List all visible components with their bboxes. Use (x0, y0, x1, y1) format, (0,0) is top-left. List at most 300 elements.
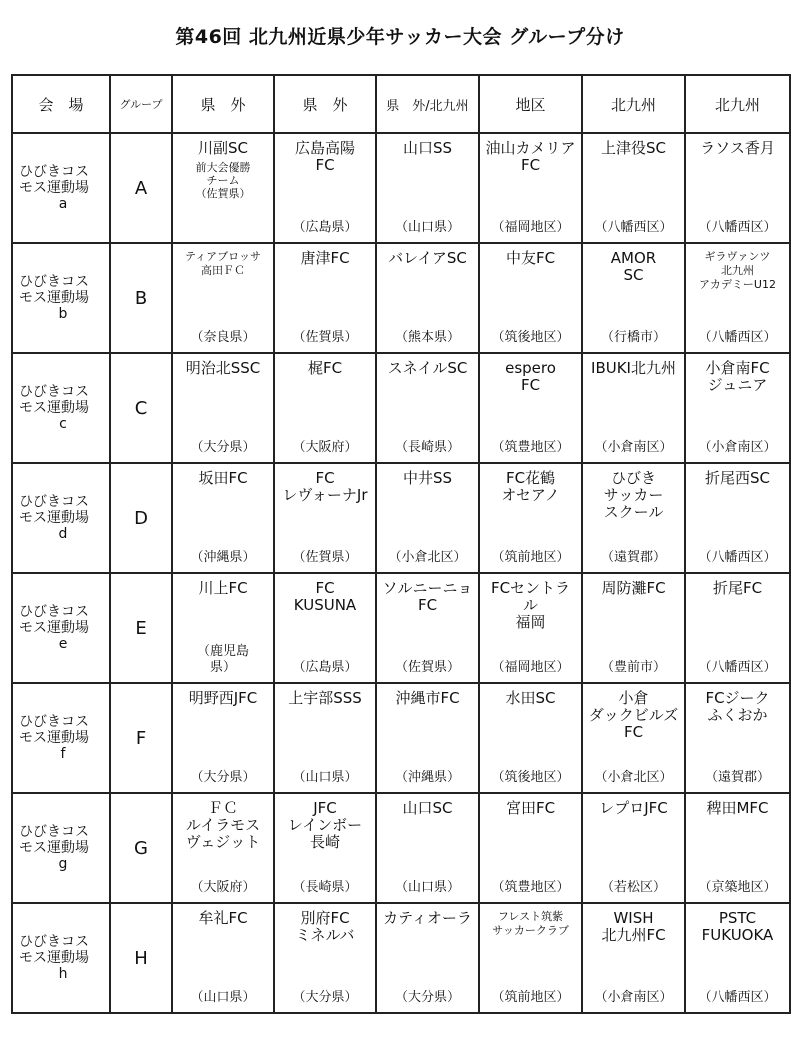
team-cell-content (688, 250, 787, 346)
team-region (491, 990, 569, 1006)
team-cell (582, 133, 685, 243)
team-region-line: （行橋市） (600, 330, 666, 345)
team-name (294, 580, 356, 614)
venue-cell (12, 463, 110, 573)
team-name-line: フレスト筑紫 (497, 910, 564, 923)
team-cell-content (175, 470, 271, 566)
team-cell-content (688, 470, 787, 566)
team-name-line: FC花鶴 (505, 469, 556, 487)
team-name-line: 小倉 (618, 689, 649, 707)
team-cell (479, 353, 582, 463)
team-name-line: レヴォーナJr (282, 486, 368, 504)
team-cell (685, 353, 790, 463)
team-cell (274, 573, 376, 683)
team-cell (685, 683, 790, 793)
team-region-line: （小倉北区） (594, 770, 673, 785)
team-name-line: 唐津FC (300, 249, 350, 267)
team-name-line: 川副SC (198, 139, 248, 157)
team-region-line: （山口県） (394, 880, 460, 895)
team-region-line: （佐賀県） (292, 330, 358, 345)
team-name-line: サッカークラブ (492, 924, 569, 937)
team-name-line: 広島高陽 (294, 139, 355, 157)
group-row (12, 243, 790, 353)
team-cell-content (379, 250, 476, 346)
team-region (491, 220, 569, 236)
group-letter: H (110, 903, 172, 1013)
team-block (505, 360, 556, 394)
team-cell-content (277, 580, 373, 676)
team-block (705, 360, 769, 394)
team-block (506, 800, 555, 817)
team-cell-content (482, 580, 579, 676)
team-cell-content (688, 910, 787, 1006)
team-cell-content (175, 800, 271, 896)
team-cell-content (482, 360, 579, 456)
venue-line: モス運動場 (19, 950, 89, 966)
team-cell-content (482, 910, 579, 1006)
team-name (702, 910, 774, 944)
venue-line: c (59, 416, 67, 432)
team-block (702, 910, 774, 944)
team-region-line: （筑前地区） (491, 990, 570, 1005)
team-region-line: （豊前市） (600, 660, 666, 675)
team-cell (479, 573, 582, 683)
team-name (395, 690, 459, 707)
team-region (594, 770, 672, 786)
team-region-line: （八幡西区） (594, 220, 673, 235)
header-outside-kitakyushu: 県 外/北九州 (376, 75, 479, 133)
team-block (198, 470, 247, 487)
team-name-line: ラソス香月 (700, 139, 775, 157)
team-region (395, 770, 460, 786)
team-region (491, 550, 569, 566)
team-region-line: （沖縄県） (190, 550, 256, 565)
team-cell-content (277, 910, 373, 1006)
team-name-line: 小倉南FC (705, 359, 770, 377)
team-name-line: 油山カメリア (485, 139, 576, 157)
team-region (698, 990, 776, 1006)
team-cell-content (482, 690, 579, 786)
team-cell-content (482, 140, 579, 236)
team-region (388, 550, 466, 566)
venue-line: ひびきコス (19, 604, 89, 620)
team-name-line: 山口SC (402, 799, 453, 817)
team-region-line: （筑豊地区） (491, 880, 570, 895)
team-region (698, 330, 776, 346)
team-name (599, 800, 668, 817)
team-name-line: ルイラモス (185, 816, 261, 834)
team-block (186, 360, 261, 377)
team-region (190, 880, 255, 896)
team-name (706, 800, 768, 817)
team-region-line: （福岡地区） (491, 660, 570, 675)
team-region (395, 330, 460, 346)
team-cell-content (277, 250, 373, 346)
team-name (383, 910, 472, 927)
team-region (491, 330, 569, 346)
team-name-line: 稗田MFC (706, 799, 769, 817)
team-block (395, 690, 459, 707)
team-region (292, 990, 357, 1006)
team-region-line: （大阪府） (292, 440, 358, 455)
team-cell (172, 133, 274, 243)
team-cell (172, 463, 274, 573)
team-region-line: （沖縄県） (394, 770, 460, 785)
venue-line: g (58, 856, 68, 872)
venue-line: ひびきコス (19, 274, 89, 290)
team-cell-content (277, 800, 373, 896)
team-block (185, 250, 261, 278)
team-cell-content (482, 250, 579, 346)
team-region (395, 990, 460, 1006)
venue-line: ひびきコス (19, 384, 89, 400)
header-outside-2: 県 外 (274, 75, 376, 133)
team-name (506, 690, 556, 707)
venue-cell (12, 243, 110, 353)
team-cell-content (379, 470, 476, 566)
team-cell (479, 683, 582, 793)
team-name-line: 中友FC (505, 249, 556, 267)
team-name-line: 水田SC (505, 689, 556, 707)
team-name-line: レプロJFC (599, 799, 668, 817)
team-block (506, 250, 555, 267)
team-region (395, 880, 460, 896)
team-block (186, 800, 260, 851)
team-cell-content (379, 690, 476, 786)
team-region-line: （筑豊地区） (491, 440, 570, 455)
team-block (491, 580, 570, 631)
team-name (705, 360, 769, 394)
team-name-line: 牟礼FC (198, 909, 248, 927)
team-region (190, 990, 255, 1006)
team-region-line: （遠賀郡） (704, 770, 770, 785)
team-cell (582, 683, 685, 793)
team-cell (274, 133, 376, 243)
team-region-line: （筑前地区） (491, 550, 570, 565)
team-cell (479, 793, 582, 903)
team-name-line: 周防灘FC (601, 579, 666, 597)
team-name-line: 宮田FC (505, 799, 556, 817)
team-cell (376, 243, 479, 353)
team-cell-content (175, 140, 271, 236)
team-cell-content (585, 360, 682, 456)
team-cell (479, 903, 582, 1013)
team-name (186, 800, 260, 851)
team-name-line: ひびき (610, 469, 656, 487)
team-name-line: 上宇部SSS (288, 689, 362, 707)
team-name (506, 250, 555, 267)
team-name (300, 250, 349, 267)
team-region-line: （八幡西区） (698, 220, 777, 235)
team-name-line: バレイアSC (388, 249, 467, 267)
team-cell-content (379, 580, 476, 676)
team-cell-content (175, 250, 271, 346)
team-cell-content (175, 360, 271, 456)
team-region (190, 330, 255, 346)
team-region (698, 550, 776, 566)
team-region (491, 880, 569, 896)
venue-cell (12, 133, 110, 243)
team-cell (376, 463, 479, 573)
team-block (700, 140, 775, 157)
group-row (12, 463, 790, 573)
team-cell (582, 243, 685, 353)
team-name-line: FCジーク (705, 689, 770, 707)
team-name-line: 上津役SC (601, 139, 666, 157)
team-block (294, 580, 356, 614)
team-cell-content (688, 360, 787, 456)
team-name-line: ヴェジット (185, 833, 261, 851)
team-name (198, 580, 247, 597)
venue-line: e (58, 636, 68, 652)
team-name-line: ル (522, 596, 538, 614)
team-block (295, 140, 355, 174)
team-name (505, 360, 556, 394)
team-name-line: 折尾西SC (705, 469, 770, 487)
team-name (186, 360, 261, 377)
team-name-line: KUSUNA (293, 596, 357, 614)
team-name (705, 470, 770, 487)
header-group: グループ (110, 75, 172, 133)
venue-line: ひびきコス (19, 714, 89, 730)
team-cell (582, 793, 685, 903)
team-cell (479, 243, 582, 353)
team-name-line: AMOR (610, 249, 657, 267)
venue-cell (12, 793, 110, 903)
team-region-line: （山口県） (292, 770, 358, 785)
venue-cell (12, 573, 110, 683)
venue-line: d (58, 526, 68, 542)
team-region (491, 440, 569, 456)
team-cell (274, 463, 376, 573)
team-region (601, 660, 666, 676)
team-name (589, 690, 679, 741)
team-cell-content (175, 580, 271, 676)
team-region (292, 550, 357, 566)
team-name-line: FCセントラ (490, 579, 571, 597)
team-region (698, 880, 776, 896)
team-name (492, 910, 569, 938)
team-cell (479, 463, 582, 573)
team-region-line: （小倉南区） (698, 440, 777, 455)
team-cell-content (379, 360, 476, 456)
team-block (198, 910, 247, 927)
team-cell (685, 793, 790, 903)
team-region (601, 880, 666, 896)
team-name (601, 140, 666, 157)
group-row (12, 903, 790, 1013)
team-block (288, 690, 362, 707)
team-region (594, 440, 672, 456)
team-block (485, 140, 575, 174)
team-name-line: JFC (313, 799, 337, 817)
group-letter: C (110, 353, 172, 463)
team-name-line: IBUKI北九州 (591, 359, 676, 377)
team-cell-content (688, 800, 787, 896)
team-region-line: （遠賀郡） (600, 550, 666, 565)
team-cell-content (379, 140, 476, 236)
team-name-line: ギラヴァンツ (704, 250, 771, 263)
team-region (292, 220, 357, 236)
team-name (491, 580, 570, 631)
team-region-line: （広島県） (292, 220, 358, 235)
team-cell (582, 353, 685, 463)
team-region-line: （山口県） (190, 990, 256, 1005)
team-region (292, 880, 357, 896)
team-region (190, 440, 255, 456)
team-name (403, 470, 452, 487)
team-name-line: 梶FC (307, 359, 343, 377)
team-block (283, 470, 368, 504)
team-cell-content (688, 690, 787, 786)
team-cell-content (585, 580, 682, 676)
team-region (601, 550, 666, 566)
group-row (12, 573, 790, 683)
team-region-line: （小倉南区） (594, 990, 673, 1005)
venue-cell (12, 683, 110, 793)
team-name-line: espero (505, 359, 556, 377)
team-name-line: ダックビルズ (588, 706, 679, 724)
team-cell (685, 463, 790, 573)
team-name-line: ふくおか (707, 706, 768, 724)
team-note (196, 161, 251, 200)
team-region-line: （奈良県） (190, 330, 256, 345)
team-name (283, 470, 368, 504)
team-region (698, 660, 776, 676)
team-name-line: 中井SS (402, 469, 453, 487)
team-region-line: （大分県） (394, 990, 460, 1005)
team-region-line: （熊本県） (394, 330, 460, 345)
team-region-line: （京築地区） (698, 880, 777, 895)
header-row (12, 75, 790, 133)
team-cell-content (585, 470, 682, 566)
team-cell (582, 903, 685, 1013)
team-cell-content (585, 910, 682, 1006)
team-region-line: （佐賀県） (292, 550, 358, 565)
header-venue: 会 場 (12, 75, 110, 133)
team-region (197, 644, 249, 676)
team-cell-content (277, 690, 373, 786)
team-cell (376, 573, 479, 683)
team-name-line: 坂田FC (198, 469, 248, 487)
venue-line: モス運動場 (19, 400, 89, 416)
team-name (295, 140, 355, 174)
team-name (198, 470, 247, 487)
team-name (198, 910, 247, 927)
team-name-line: 福岡 (515, 613, 546, 631)
team-block (589, 690, 679, 741)
team-name (308, 360, 342, 377)
team-region-line: （大阪府） (190, 880, 256, 895)
team-name-line: 山口SS (402, 139, 453, 157)
team-region (601, 330, 666, 346)
team-name (189, 690, 258, 707)
team-block (288, 800, 362, 851)
team-region (594, 990, 672, 1006)
team-block (403, 140, 452, 157)
team-name (601, 580, 665, 597)
team-cell (582, 573, 685, 683)
team-name-line: 長崎 (309, 833, 340, 851)
team-name (604, 470, 664, 521)
team-block (382, 580, 472, 614)
team-name (501, 470, 559, 504)
team-name-line: ジュニア (707, 376, 768, 394)
team-cell (172, 683, 274, 793)
team-name (296, 910, 355, 944)
team-name (713, 580, 762, 597)
team-cell-content (688, 580, 787, 676)
team-cell (582, 463, 685, 573)
team-block (308, 360, 342, 377)
team-cell-content (277, 140, 373, 236)
team-name (705, 690, 769, 724)
team-cell-content (585, 690, 682, 786)
team-region-line: （八幡西区） (698, 990, 777, 1005)
venue-line: ひびきコス (19, 934, 89, 950)
team-cell (376, 903, 479, 1013)
group-letter: G (110, 793, 172, 903)
team-cell (274, 683, 376, 793)
venue-line: ひびきコス (19, 164, 89, 180)
team-name-line: ソルニーニョ (382, 579, 473, 597)
team-block (506, 690, 556, 707)
team-region-line: （八幡西区） (698, 550, 777, 565)
team-cell-content (277, 360, 373, 456)
team-cell (479, 133, 582, 243)
team-region (292, 770, 357, 786)
team-name-line: 北九州 (720, 264, 754, 277)
team-name-line: FC (315, 579, 335, 597)
team-block (388, 360, 468, 377)
team-name (699, 250, 776, 292)
venue-line: モス運動場 (19, 290, 89, 306)
team-region (190, 770, 255, 786)
team-note-line: 前大会優勝 (195, 161, 251, 174)
team-region (395, 440, 460, 456)
team-region (491, 660, 569, 676)
team-name (601, 910, 665, 944)
team-block (296, 910, 355, 944)
team-region (594, 220, 672, 236)
team-region-line: （大分県） (190, 770, 256, 785)
team-region-line: （佐賀県） (394, 660, 460, 675)
team-name-line: FC (315, 469, 335, 487)
team-name (185, 250, 261, 278)
team-name (611, 250, 656, 284)
team-name-line: ティアブロッサ (185, 250, 261, 263)
group-letter: E (110, 573, 172, 683)
team-block (599, 800, 668, 817)
team-cell-content (585, 250, 682, 346)
team-block (713, 580, 762, 597)
team-region-line: （広島県） (292, 660, 358, 675)
team-name-line: FUKUOKA (701, 926, 774, 944)
team-cell (376, 353, 479, 463)
team-name (506, 800, 555, 817)
team-region (292, 330, 357, 346)
team-block (604, 470, 664, 521)
team-name-line: アカデミーU12 (699, 278, 776, 291)
group-row (12, 353, 790, 463)
venue-line: ひびきコス (19, 494, 89, 510)
team-cell (376, 793, 479, 903)
team-block (383, 910, 472, 927)
team-name-line: 高田ＦＣ (201, 264, 245, 277)
team-cell (172, 243, 274, 353)
team-region-line: （福岡地区） (491, 220, 570, 235)
team-block (403, 800, 453, 817)
